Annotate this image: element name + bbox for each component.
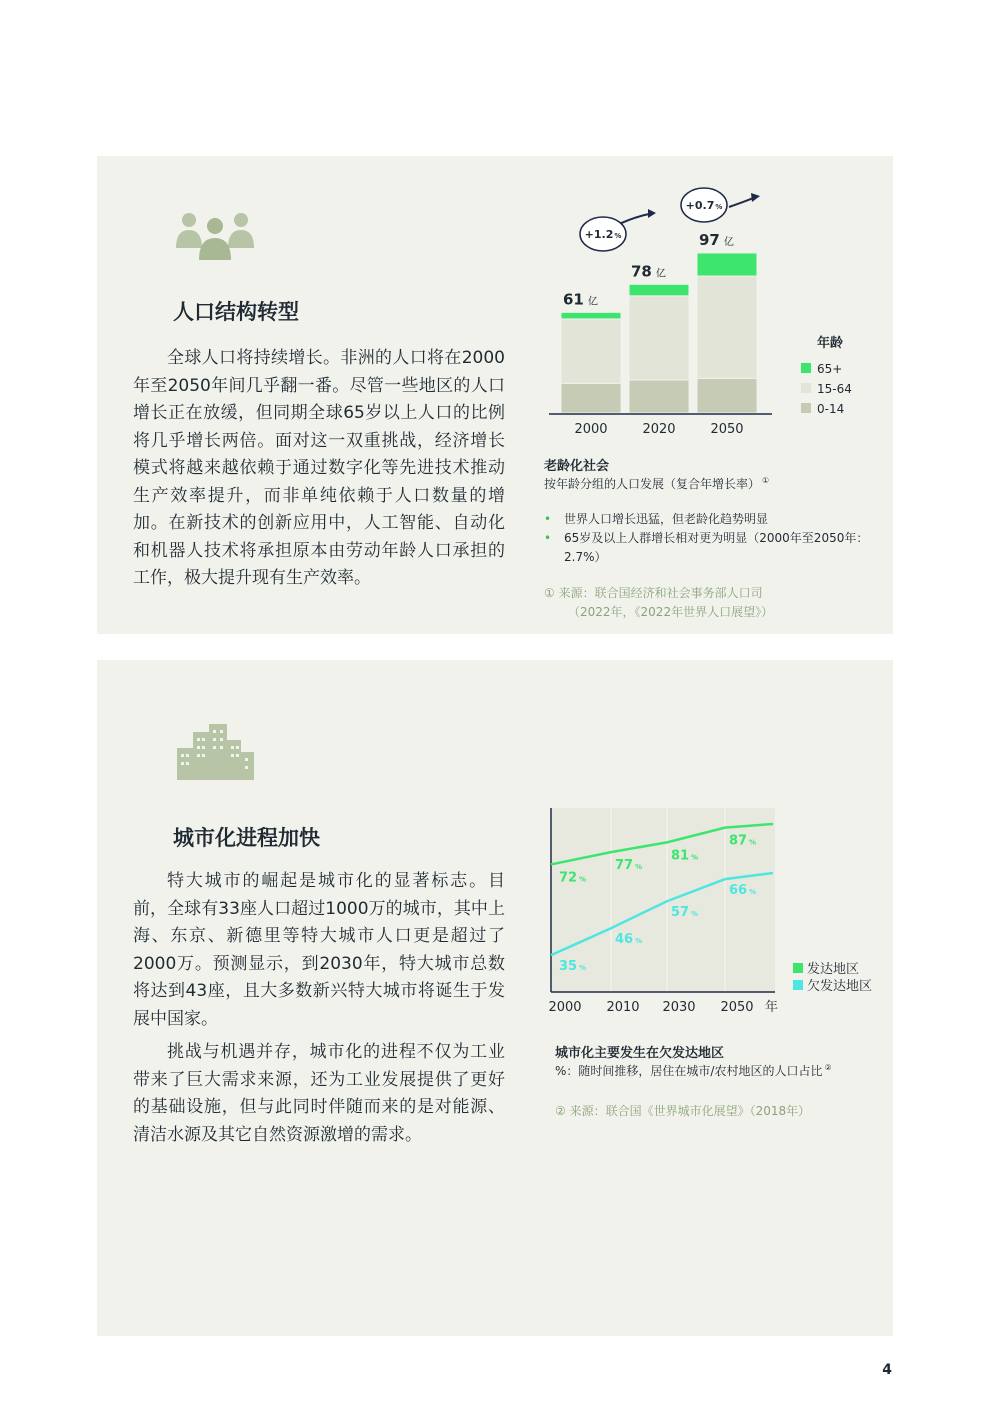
legend-label: 发达地区: [807, 962, 860, 977]
x-tick-label: 2050: [710, 422, 744, 437]
legend-label: 65+: [817, 362, 843, 376]
total-label: 61 亿: [563, 290, 598, 309]
bar-segment-15-64: [697, 276, 757, 378]
chart-caption-sub-text: 按年龄分组的人口发展（复合年增长率）: [544, 477, 761, 491]
x-tick-label: 2020: [642, 422, 676, 437]
population-bar-chart: [539, 180, 889, 437]
urbanization-panel: [97, 660, 893, 1336]
total-label: 97 亿: [699, 230, 734, 249]
bar-segment-0-14: [697, 378, 757, 413]
data-label: 87 %: [729, 833, 757, 849]
footnote-mark: ①: [762, 476, 770, 485]
population-panel: [97, 156, 893, 634]
x-tick-label: 2050: [720, 1000, 754, 1015]
bar-segment-15-64: [561, 319, 621, 383]
legend-swatch: [801, 383, 811, 393]
people-group-icon: [175, 208, 255, 260]
chart-caption-title: 老龄化社会: [544, 459, 610, 474]
page-number: 4: [882, 1362, 892, 1378]
paragraph: 特大城市的崛起是城市化的显著标志。目前，全球有33座人口超过1000万的城市，其中上海、东京、新德里等特大城市人口更是超过了2000万。预测显示，到2030年，特大城市总数将达到43座，且大多数新兴特大城市将诞生于发展中国家。: [133, 871, 505, 1029]
bullet-list: [544, 510, 884, 567]
legend-title: 年龄: [817, 336, 844, 351]
data-label: 46 %: [615, 932, 643, 948]
section-title: 人口结构转型: [173, 300, 299, 324]
x-tick-label: 2000: [574, 422, 608, 437]
paragraph: 全球人口将持续增长。非洲的人口将在2000年至2050年间几乎翻一番。尽管一些地区的人口增长正在放缓，但同期全球65岁以上人口的比例将几乎增长两倍。面对这一双重挑战，经济增长模式将越来越依赖于通过数字化等先进技术推动生产效率提升，而非单纯依赖于人口数量的增加。在新技术的创新应用中，人工智能、自动化和机器人技术将承担原本由劳动年龄人口承担的工作，极大提升现有生产效率。: [133, 348, 505, 588]
bar-segment-0-14: [561, 383, 621, 413]
urbanization-line-chart: [539, 800, 889, 1020]
data-label: 57 %: [671, 905, 699, 921]
section-title: 城市化进程加快: [173, 826, 320, 850]
legend-swatch: [793, 980, 803, 990]
legend-swatch: [801, 403, 811, 413]
growth-arrow: [729, 198, 753, 207]
growth-label: +1.2%: [584, 228, 622, 241]
legend-label: 0-14: [817, 402, 845, 416]
chart-caption-title: 城市化主要发生在欠发达地区: [555, 1046, 725, 1061]
paragraph: 挑战与机遇并存，城市化的进程不仅为工业带来了巨大需求来源，还为工业发展提供了更好的基础设施，但与此同时伴随而来的是对能源、清洁水源及其它自然资源激增的需求。: [133, 1042, 505, 1145]
bar-segment-65+: [629, 284, 689, 296]
x-axis-unit: 年: [765, 1000, 779, 1015]
source-line: （2022年，《2022年世界人口展望》）: [568, 605, 774, 619]
list-item: • 世界人口增长迅猛，但老龄化趋势明显: [544, 510, 884, 529]
growth-label: +0.7%: [685, 199, 723, 212]
data-label: 77 %: [615, 858, 643, 874]
legend-label: 15-64: [817, 382, 852, 396]
total-label: 78 亿: [631, 262, 666, 281]
bar-segment-15-64: [629, 296, 689, 380]
chart-caption-sub-text: %：随时间推移，居住在城市/农村地区的人口占比: [555, 1064, 823, 1078]
bar-segment-65+: [561, 312, 621, 319]
list-item: • 65岁及以上人群增长相对更为明显（2000年至2050年：2.7%）: [544, 529, 884, 567]
data-label: 72 %: [559, 870, 587, 886]
x-tick-label: 2030: [662, 1000, 696, 1015]
source-note: [544, 584, 773, 622]
arrowhead: [648, 209, 656, 218]
data-label: 81 %: [671, 848, 699, 864]
legend-swatch: [793, 963, 803, 973]
bar-segment-0-14: [629, 380, 689, 413]
x-tick-label: 2000: [548, 1000, 582, 1015]
legend-label: 欠发达地区: [807, 979, 873, 994]
chart-caption-sub: [555, 1062, 832, 1079]
body-text: [133, 345, 505, 593]
source-line: ① 来源：联合国经济和社会事务部人口司: [544, 586, 763, 600]
x-tick-label: 2010: [606, 1000, 640, 1015]
source-note: ② 来源：联合国《世界城市化展望》（2018年）: [555, 1104, 811, 1118]
chart-caption-sub: [544, 475, 769, 492]
data-label: 35 %: [559, 959, 587, 975]
city-buildings-icon: [175, 722, 255, 780]
legend-swatch: [801, 363, 811, 373]
bar-segment-65+: [697, 253, 757, 276]
footnote-mark: ②: [824, 1063, 832, 1072]
body-text: [133, 868, 505, 1149]
data-label: 66 %: [729, 883, 757, 899]
arrowhead: [751, 193, 760, 202]
